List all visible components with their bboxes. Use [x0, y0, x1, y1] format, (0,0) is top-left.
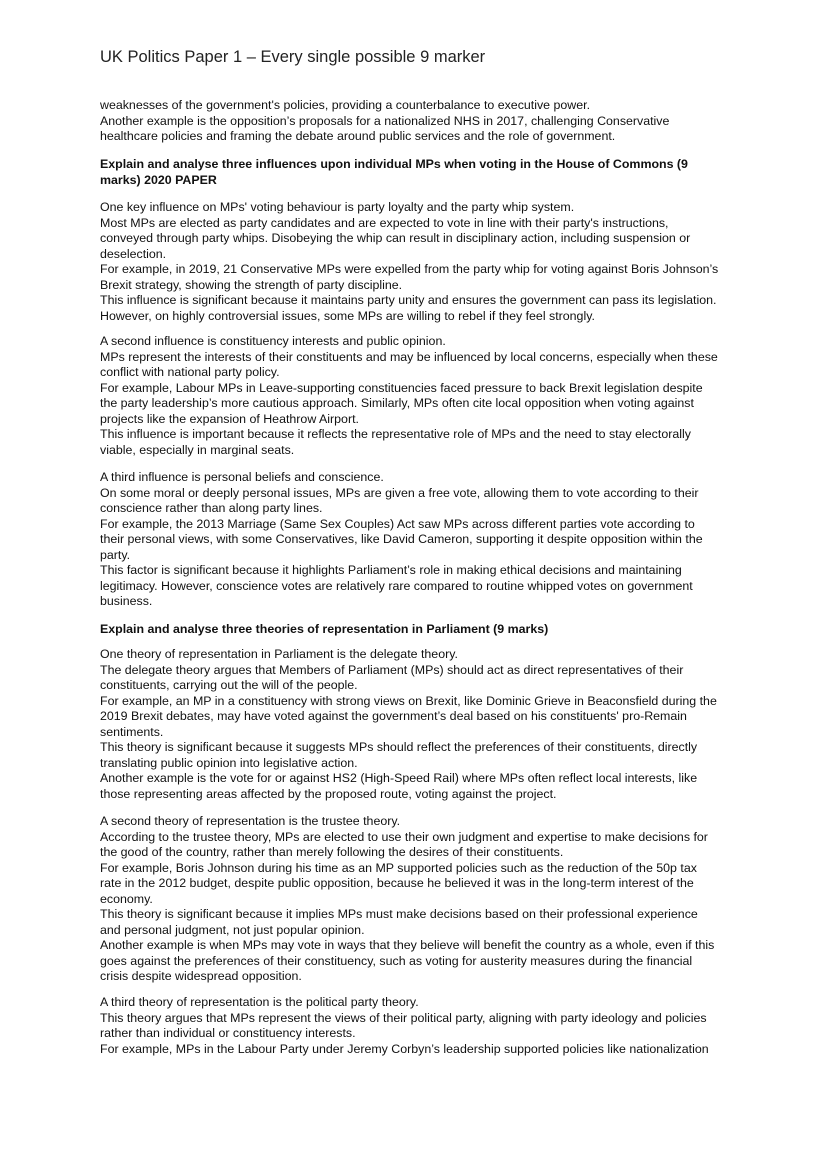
text-line: projects like the expansion of Heathrow Airport.: [100, 411, 359, 426]
text-line: those representing areas affected by the proposed route, voting against the project.: [100, 786, 557, 801]
text-line: Explain and analyse three theories of representation in Parliament (9 marks): [100, 622, 549, 636]
text-line: Another example is the opposition’s proposals for a nationalized NHS in 2017, challenging Conservative: [100, 113, 670, 128]
text-line: rather than individual or constituency interests.: [100, 1026, 356, 1041]
text-line: Most MPs are elected as party candidates and are expected to vote in line with their party's instructions,: [100, 215, 669, 230]
text-line: and personal judgment, not just popular opinion.: [100, 922, 365, 937]
text-line: According to the trustee theory, MPs are elected to use their own judgment and expertise to make decisions for: [100, 829, 708, 844]
text-line: For example, in 2019, 21 Conservative MPs were expelled from the party whip for voting against Boris Johnson’s: [100, 262, 719, 277]
text-line: economy.: [100, 891, 153, 906]
text-line: goes against the preferences of their constituency, such as voting for austerity measures during the financial: [100, 953, 693, 968]
paragraph-delegate-theory: [100, 647, 740, 802]
paragraph-constituency-interests: [100, 334, 740, 458]
text-line: This theory is significant because it implies MPs must make decisions based on their professional experience: [100, 907, 698, 922]
paragraph-party-theory: [100, 995, 740, 1057]
text-line: The delegate theory argues that Members of Parliament (MPs) should act as direct representatives of their: [100, 662, 684, 677]
text-line: weaknesses of the government's policies, providing a counterbalance to executive power.: [100, 98, 591, 112]
text-line: sentiments.: [100, 724, 164, 739]
document-title: UK Politics Paper 1 – Every single possible 9 marker: [100, 48, 486, 66]
text-line: viable, especially in marginal seats.: [100, 442, 295, 457]
text-line: crisis despite widespread opposition.: [100, 969, 302, 984]
text-line: A third influence is personal beliefs and conscience.: [100, 470, 384, 484]
text-line: For example, MPs in the Labour Party under Jeremy Corbyn’s leadership supported policies like nationalization: [100, 1041, 709, 1056]
text-line: MPs represent the interests of their constituents and may be influenced by local concerns, especially when these: [100, 349, 718, 364]
text-line: This influence is important because it reflects the representative role of MPs and the need to stay electorally: [100, 427, 691, 442]
text-line: For example, the 2013 Marriage (Same Sex Couples) Act saw MPs across different parties vote according to: [100, 516, 695, 531]
text-line: This theory argues that MPs represent the views of their political party, aligning with party ideology and policies: [100, 1010, 707, 1025]
text-line: On some moral or deeply personal issues, MPs are given a free vote, allowing them to vote according to their: [100, 485, 699, 500]
text-line: This theory is significant because it suggests MPs should reflect the preferences of their constituents, directly: [100, 740, 698, 755]
text-line: healthcare policies and framing the debate around public services and the role of government.: [100, 129, 616, 144]
paragraph-personal-beliefs: [100, 470, 740, 610]
text-line: conflict with national party policy.: [100, 365, 280, 380]
question-heading-mp-influences: [100, 157, 740, 188]
text-line: business.: [100, 594, 153, 609]
text-line: party.: [100, 547, 131, 562]
text-line: conveyed through party whips. Disobeying the whip can result in disciplinary action, including suspension or: [100, 231, 691, 246]
text-line: For example, an MP in a constituency with strong views on Brexit, like Dominic Grieve in Beaconsfield during the: [100, 693, 717, 708]
text-line: Another example is the vote for or against HS2 (High-Speed Rail) where MPs often reflect local interests, like: [100, 771, 698, 786]
text-line: rate in the 2012 budget, despite public opposition, because he believed it was in the long-term interest of the: [100, 876, 694, 891]
text-line: However, on highly controversial issues, some MPs are willing to rebel if they feel strongly.: [100, 308, 595, 323]
text-line: deselection.: [100, 246, 167, 261]
text-line: marks) 2020 PAPER: [100, 172, 217, 187]
text-line: the good of the country, rather than merely following the desires of their constituents.: [100, 845, 564, 860]
text-line: conscience rather than along party lines.: [100, 501, 323, 516]
text-line: translating public opinion into legislative action.: [100, 755, 358, 770]
text-line: the party leadership’s more cautious approach. Similarly, MPs often cite local opposition when voting against: [100, 396, 694, 411]
text-line: For example, Labour MPs in Leave-supporting constituencies faced pressure to back Brexit legislation despite: [100, 380, 703, 395]
text-line: A third theory of representation is the political party theory.: [100, 995, 419, 1009]
text-line: This factor is significant because it highlights Parliament’s role in making ethical decisions and maintaining: [100, 563, 682, 578]
text-line: A second theory of representation is the trustee theory.: [100, 814, 401, 828]
text-line: their personal views, with some Conservatives, like David Cameron, supporting it despite opposition within the: [100, 532, 703, 547]
text-line: A second influence is constituency interests and public opinion.: [100, 334, 446, 348]
question-heading-representation-theories: [100, 622, 740, 638]
text-line: This influence is significant because it maintains party unity and ensures the government can pass its legislation.: [100, 293, 717, 308]
paragraph-opposition-example: [100, 98, 740, 145]
text-line: Explain and analyse three influences upon individual MPs when voting in the House of Commons (9: [100, 157, 688, 171]
text-line: One theory of representation in Parliament is the delegate theory.: [100, 647, 458, 661]
text-line: Another example is when MPs may vote in ways that they believe will benefit the country as a whole, even if this: [100, 938, 715, 953]
text-line: legitimacy. However, conscience votes are relatively rare compared to routine whipped votes on government: [100, 578, 693, 593]
text-line: One key influence on MPs' voting behaviour is party loyalty and the party whip system.: [100, 200, 575, 214]
text-line: 2019 Brexit debates, may have voted against the government’s deal based on his constituents' pro-Remain: [100, 709, 687, 724]
paragraph-trustee-theory: [100, 814, 740, 985]
paragraph-party-loyalty: [100, 200, 740, 324]
text-line: Brexit strategy, showing the strength of party discipline.: [100, 277, 403, 292]
text-line: For example, Boris Johnson during his time as an MP supported policies such as the reduction of the 50p tax: [100, 860, 697, 875]
text-line: constituents, carrying out the will of the people.: [100, 678, 358, 693]
